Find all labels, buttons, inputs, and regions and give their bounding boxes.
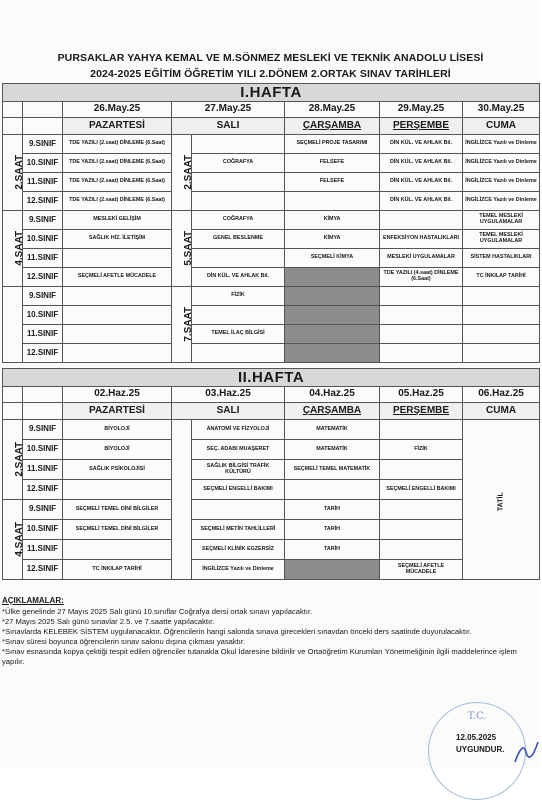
period-label: 2.SAAT (3, 420, 23, 500)
exam-cell: SEÇMELİ KLİNİK EGZERSİZ (192, 540, 285, 560)
exam-cell (63, 540, 172, 560)
exam-cell: SEÇMELİ ENGELLİ BAKIMI (380, 480, 463, 500)
note-item: *27 Mayıs 2025 Salı günü sınavlar 2.5. ve 7.saatte yapılacaktır. (2, 616, 215, 626)
date-cell: 04.Haz.25 (285, 387, 380, 403)
exam-cell: ENFEKSİYON HASTALIKLARI (380, 230, 463, 249)
exam-cell: TDE YAZILI (2.saat) DİNLEME (6.Saat) (63, 135, 172, 154)
exam-cell: İNGİLİZCE Yazılı ve Dinleme (192, 560, 285, 580)
day-cell: SALI (172, 118, 285, 135)
exam-cell: MATEMATİK (285, 420, 380, 440)
class-label: 12.SINIF (23, 344, 63, 363)
exam-cell: SEÇMELİ PROJE TASARIMI (285, 135, 380, 154)
exam-cell: SEÇMELİ KİMYA (285, 249, 380, 268)
exam-cell: SEÇMELİ ENGELLİ BAKIMI (192, 480, 285, 500)
week1-table (2, 83, 540, 363)
exam-cell: SAĞLIK PSİKOLOJİSİ (63, 460, 172, 480)
date-cell: 05.Haz.25 (380, 387, 463, 403)
note-item: *Sınavlarda KELEBEK SİSTEM uygulanacaktır. Öğrencilerin hangi salonda sınava girecekleri sınavdan önceki ders saatinde duyurulacaktır. (2, 626, 472, 636)
exam-cell: DİN KÜL. VE AHLAK Bil. (380, 173, 463, 192)
day-cell: CUMA (463, 118, 540, 135)
exam-cell: MATEMATİK (285, 440, 380, 460)
exam-cell: ANATOMİ VE FİZYOLOJİ (192, 420, 285, 440)
exam-cell: FELSEFE (285, 154, 380, 173)
period-label: 4.SAAT (3, 211, 23, 287)
exam-cell (380, 211, 463, 230)
exam-cell: BİYOLOJİ (63, 420, 172, 440)
class-label: 11.SINIF (23, 249, 63, 268)
date-cell: 28.May.25 (285, 102, 380, 118)
notes-section (2, 596, 538, 667)
class-label: 10.SINIF (23, 440, 63, 460)
day-cell: PERŞEMBE (380, 118, 463, 135)
exam-cell: TDE YAZILI (2.saat) DİNLEME (6.Saat) (63, 192, 172, 211)
exam-cell: İNGİLİZCE Yazılı ve Dinleme (463, 154, 540, 173)
exam-cell: SEÇMELİ AFETLE MÜCADELE (63, 268, 172, 287)
exam-cell: DİN KÜL. VE AHLAK Bil. (380, 192, 463, 211)
exam-cell (63, 480, 172, 500)
exam-cell (192, 173, 285, 192)
class-label: 11.SINIF (23, 540, 63, 560)
period-label: 7.SAAT (172, 287, 192, 363)
exam-cell: SEÇMELİ TEMEL MATEMATİK (285, 460, 380, 480)
holiday-cell: TATİL (463, 420, 540, 580)
class-label: 10.SINIF (23, 230, 63, 249)
exam-cell: TDE YAZILI (4.saat) DİNLEME (6.Saat) (380, 268, 463, 287)
exam-cell: SAĞLIK HİZ. İLETİŞİM (63, 230, 172, 249)
exam-cell: BİYOLOJİ (63, 440, 172, 460)
exam-cell: TC İNKILAP TARİHİ (63, 560, 172, 580)
period-label: 4.SAAT (3, 500, 23, 580)
exam-cell: SEÇMELİ TEMEL DİNİ BİLGİLER (63, 520, 172, 540)
exam-cell: GENEL BESLENME (192, 230, 285, 249)
exam-cell (285, 480, 380, 500)
signature-icon (512, 738, 542, 766)
exam-cell: TARİH (285, 500, 380, 520)
exam-cell: SEÇMELİ AFETLE MÜCADELE (380, 560, 463, 580)
exam-cell: SEÇMELİ TEMEL DİNİ BİLGİLER (63, 500, 172, 520)
approval-date: 12.05.2025 (456, 733, 497, 742)
exam-cell: TARİH (285, 520, 380, 540)
exam-cell: DİN KÜL. VE AHLAK Bil. (380, 154, 463, 173)
exam-cell: TC İNKILAP TARİHİ (463, 268, 540, 287)
class-label: 9.SINIF (23, 500, 63, 520)
class-label: 12.SINIF (23, 480, 63, 500)
date-cell: 27.May.25 (172, 102, 285, 118)
class-label: 9.SINIF (23, 211, 63, 230)
exam-cell: TEMEL MESLEKİ UYGULAMALAR (463, 230, 540, 249)
date-cell: 26.May.25 (63, 102, 172, 118)
exam-cell (192, 500, 285, 520)
class-label: 10.SINIF (23, 306, 63, 325)
exam-cell: COĞRAFYA (192, 154, 285, 173)
exam-cell: DİN KÜL. VE AHLAK Bil. (192, 268, 285, 287)
exam-cell: SİSTEM HASTALIKLARI (463, 249, 540, 268)
exam-cell: TARİH (285, 540, 380, 560)
exam-cell (192, 192, 285, 211)
day-cell: PERŞEMBE (380, 403, 463, 420)
exam-cell: TEMEL İLAÇ BİLGİSİ (192, 325, 285, 344)
exam-cell: MESLEKİ UYGULAMALAR (380, 249, 463, 268)
exam-cell (380, 520, 463, 540)
day-cell: PAZARTESİ (63, 118, 172, 135)
exam-cell: TDE YAZILI (2.saat) DİNLEME (6.Saat) (63, 154, 172, 173)
exam-cell (380, 460, 463, 480)
exam-cell: TDE YAZILI (2.saat) DİNLEME (6.Saat) (63, 173, 172, 192)
exam-cell: TEMEL MESLEKİ UYGULAMALAR (463, 211, 540, 230)
exam-cell (192, 306, 285, 325)
period-label: 2.SAAT (3, 135, 23, 211)
date-cell: 30.May.25 (463, 102, 540, 118)
exam-cell: FELSEFE (285, 173, 380, 192)
week2-label: II.HAFTA (3, 369, 540, 387)
date-cell: 02.Haz.25 (63, 387, 172, 403)
period-label: 2.SAAT (172, 135, 192, 211)
exam-cell: COĞRAFYA (192, 211, 285, 230)
class-label: 12.SINIF (23, 268, 63, 287)
exam-cell: SAĞLIK BİLGİSİ TRAFİK KÜLTÜRÜ (192, 460, 285, 480)
exam-cell: FİZİK (380, 440, 463, 460)
note-item: *Ülke genelinde 27 Mayıs 2025 Salı günü 10.sınıflar Coğrafya dersi ortak sınavı yapılacaktır. (2, 606, 313, 616)
document-subtitle: 2024-2025 EĞİTİM ÖĞRETİM YILI 2.DÖNEM 2.ORTAK SINAV TARİHLERİ (90, 68, 451, 80)
week1-label: I.HAFTA (3, 84, 540, 102)
class-label: 12.SINIF (23, 192, 63, 211)
exam-cell: KİMYA (285, 211, 380, 230)
class-label: 12.SINIF (23, 560, 63, 580)
exam-cell (380, 500, 463, 520)
date-cell: 29.May.25 (380, 102, 463, 118)
exam-cell: İNGİLİZCE Yazılı ve Dinleme (463, 192, 540, 211)
period-label: 5.SAAT (172, 211, 192, 287)
exam-cell (63, 249, 172, 268)
exam-cell (192, 249, 285, 268)
class-label: 10.SINIF (23, 520, 63, 540)
exam-cell (192, 135, 285, 154)
exam-cell: SEÇ. ADABI MUAŞERET (192, 440, 285, 460)
day-cell: ÇARŞAMBA (285, 118, 380, 135)
exam-cell (380, 420, 463, 440)
approval-text: UYGUNDUR. (456, 745, 505, 754)
day-cell: PAZARTESİ (63, 403, 172, 420)
note-item: *Sınav esnasında kopya çektiği tespit edilen öğrenciler tutanakla Okul İdaresine bildirilir ve Ortaöğretim Kurumları Yönetmeliğinin ilgili maddelerince işlem yapılır. (2, 646, 517, 666)
class-label: 9.SINIF (23, 420, 63, 440)
exam-cell (192, 344, 285, 363)
exam-cell: KİMYA (285, 230, 380, 249)
exam-cell: MESLEKİ GELİŞİM (63, 211, 172, 230)
week2-table (2, 368, 540, 580)
class-label: 11.SINIF (23, 325, 63, 344)
blocked-cell (285, 560, 380, 580)
class-label: 11.SINIF (23, 173, 63, 192)
class-label: 9.SINIF (23, 287, 63, 306)
note-item: *Sınav süresi boyunca öğrencilerin sınav salonu dışına çıkması yasaktır. (2, 636, 246, 646)
blocked-cell (285, 268, 380, 287)
day-cell: CUMA (463, 403, 540, 420)
notes-heading: AÇIKLAMALAR: (2, 596, 64, 605)
exam-cell: İNGİLİZCE Yazılı ve Dinleme (463, 135, 540, 154)
exam-cell (380, 540, 463, 560)
exam-cell: DİN KÜL. VE AHLAK Bil. (380, 135, 463, 154)
exam-cell (285, 192, 380, 211)
day-cell: SALI (172, 403, 285, 420)
document-title: PURSAKLAR YAHYA KEMAL VE M.SÖNMEZ MESLEKİ VE TEKNİK ANADOLU LİSESİ (57, 52, 484, 64)
day-cell: ÇARŞAMBA (285, 403, 380, 420)
seal-text: T.C. (467, 711, 487, 722)
date-cell: 03.Haz.25 (172, 387, 285, 403)
class-label: 10.SINIF (23, 154, 63, 173)
exam-cell: FİZİK (192, 287, 285, 306)
exam-cell: İNGİLİZCE Yazılı ve Dinleme (463, 173, 540, 192)
exam-cell: SEÇMELİ METİN TAHLİLLERİ (192, 520, 285, 540)
date-cell: 06.Haz.25 (463, 387, 540, 403)
class-label: 9.SINIF (23, 135, 63, 154)
class-label: 11.SINIF (23, 460, 63, 480)
